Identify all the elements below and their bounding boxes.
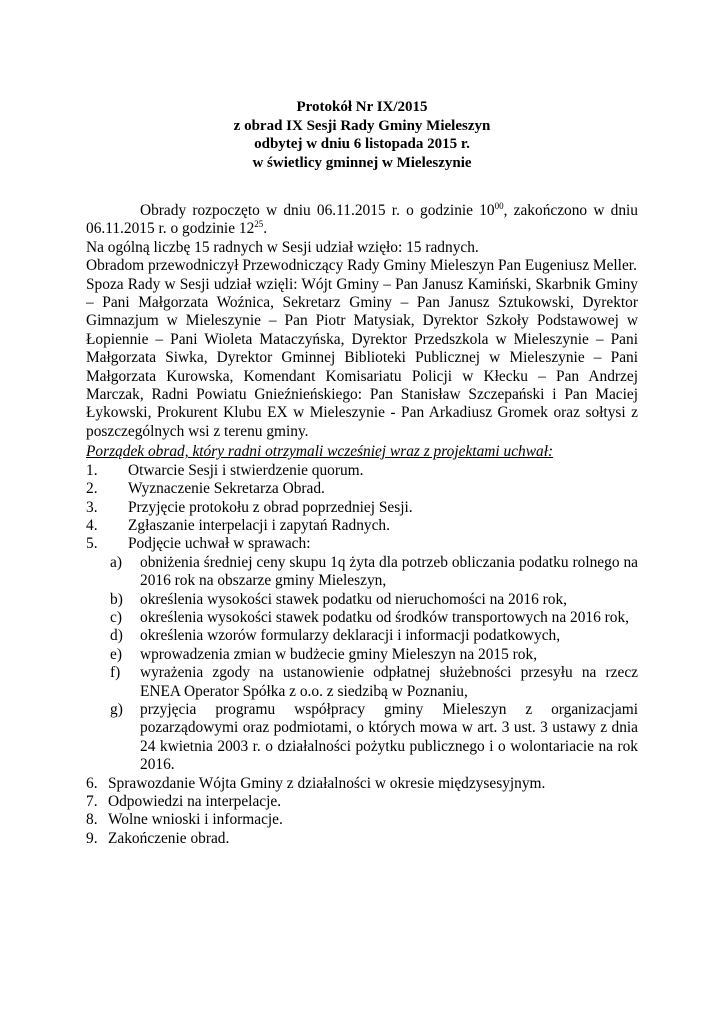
resolutions-sublist — [86, 554, 638, 775]
agenda-list-continued — [86, 775, 638, 849]
list-item: 9. Zakończenie obrad. — [86, 829, 230, 847]
document-heading — [86, 98, 638, 172]
attendance-paragraph: Na ogólną liczbę 15 radnych w Sesji udział wzięło: 15 radnych. — [86, 238, 479, 256]
list-item: g) przyjęcia programu współpracy gminy Mieleszyn z organizacjami pozarządowymi oraz podmiotami, o których mowa w art. 3 ust. 3 ustawy z dnia 24 kwietnia 2003 r. o działalności pożytku publicznego i o wolontariacie na rok 2016. — [110, 700, 638, 774]
heading-line: z obrad IX Sesji Rady Gminy Mieleszyn — [233, 117, 491, 134]
list-item: a) obniżenia średniej ceny skupu 1q żyta dla potrzeb obliczania podatku rolnego na 2016 rok na obszarze gminy Mieleszyn, — [110, 553, 638, 590]
chairman-paragraph: Obradom przewodniczył Przewodniczący Rady Gminy Mieleszyn Pan Eugeniusz Meller. — [86, 257, 637, 275]
list-item: 7. Odpowiedzi na interpelacje. — [86, 793, 282, 810]
heading-line: odbytej w dniu 6 listopada 2015 r. — [254, 136, 470, 152]
list-item: 1. Otwarcie Sesji i stwierdzenie quorum. — [86, 461, 364, 479]
heading-line: Protokół Nr IX/2015 — [296, 99, 428, 115]
list-item: d) określenia wzorów formularzy deklaracji i informacji podatkowych, — [110, 627, 561, 645]
agenda-title: Porządek obrad, który radni otrzymali wcześniej wraz z projektami uchwał: — [86, 443, 554, 461]
document-body — [86, 202, 638, 848]
opening-paragraph: Obrady rozpoczęto w dniu 06.11.2015 r. o godzinie $10^{00}$, zakończono w dniu 06.11.2015 r. o godzinie $12^{25}$. — [86, 201, 638, 238]
list-item: 5. Podjęcie uchwał w sprawach: — [86, 535, 311, 553]
list-item: b) określenia wysokości stawek podatku od nieruchomości na 2016 rok, — [110, 590, 567, 608]
list-item: 2. Wyznaczenie Sekretarza Obrad. — [86, 480, 325, 498]
list-item: 8. Wolne wnioski i informacje. — [86, 811, 283, 829]
guests-paragraph: Spoza Rady w Sesji udział wzięli: Wójt Gminy – Pan Janusz Kamiński, Skarbnik Gminy – Pani Małgorzata Woźnica, Sekretarz Gminy – Pan Janusz Sztukowski, Dyrektor Gimnazjum w Mieleszynie – Pan Piotr Matysiak, Dyrektor Szkoły Podstawowej w Łopiennie – Pani Wioleta Mataczyńska, Dyrektor Przedszkola w Mieleszynie – Pani Małgorzata Siwka, Dyrektor Gminnej Biblioteki Publicznej w Mieleszynie – Pani Małgorzata Kurowska, Komendant Komisariatu Policji w Kłecku – Pan Andrzej Marczak, Radni Powiatu Gnieźnieńskiego: Pan Stanisław Szczepański i Pan Maciej Łykowski, Prokurent Klubu EX w Mieleszynie - Pan Arkadiusz Gromek oraz sołtysi z poszczególnych wsi z terenu gminy. — [86, 275, 638, 440]
list-item: c) określenia wysokości stawek podatku od środków transportowych na 2016 rok, — [110, 608, 629, 626]
list-item: 6. Sprawozdanie Wójta Gminy z działalności w okresie międzysesyjnym. — [86, 774, 546, 792]
list-item: 3. Przyjęcie protokołu z obrad poprzedniej Sesji. — [86, 498, 413, 516]
list-item: 4. Zgłaszanie interpelacji i zapytań Radnych. — [86, 516, 390, 534]
list-item: e) wprowadzenia zmian w budżecie gminy Mieleszyn na 2015 rok, — [110, 645, 538, 663]
heading-line: w świetlicy gminnej w Mieleszynie — [252, 154, 472, 171]
list-item: f) wyrażenia zgody na ustanowienie odpłatnej służebności przesyłu na rzecz ENEA Operator Spółka z o.o. z siedzibą w Poznaniu, — [110, 664, 638, 700]
agenda-list — [86, 462, 638, 554]
